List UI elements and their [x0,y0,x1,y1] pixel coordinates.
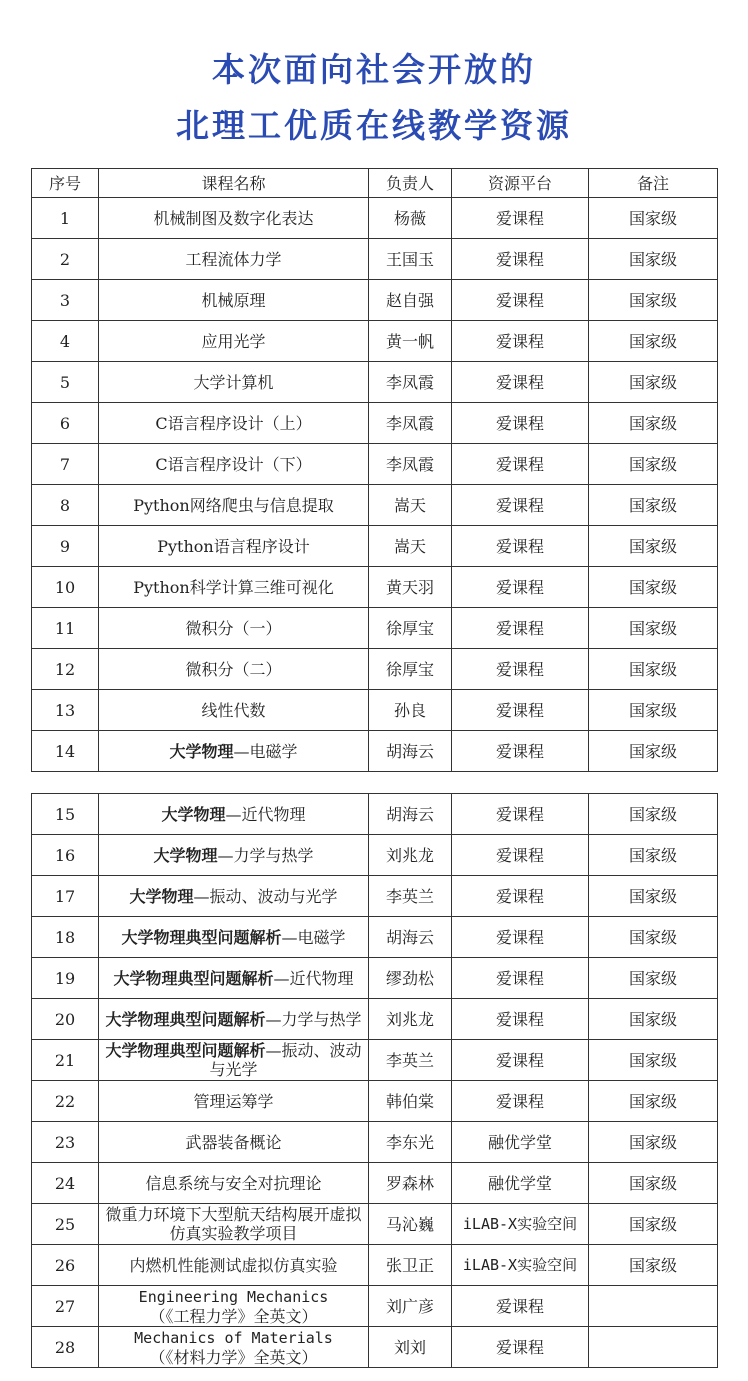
row-platform: iLAB-X实验空间 [452,1204,589,1245]
row-course [99,1204,369,1245]
table-row [32,444,718,485]
course-name-suffix: —振动、波动与光学 [209,1041,362,1079]
course-name: Mechanics of Materials [134,1328,333,1347]
row-platform: 爱课程 [452,690,589,731]
row-owner: 刘兆龙 [369,835,452,876]
row-note: 国家级 [589,485,718,526]
row-platform: iLAB-X实验空间 [452,1245,589,1286]
row-index: 27 [32,1286,99,1327]
row-platform: 爱课程 [452,1040,589,1081]
course-name: 信息系统与安全对抗理论 [145,1173,322,1193]
course-name: 微积分（一） [185,618,282,638]
row-owner: 刘广彦 [369,1286,452,1327]
course-name-suffix: —力学与热学 [217,845,314,865]
header-course: 课程名称 [99,169,369,198]
row-platform: 爱课程 [452,999,589,1040]
table-row [32,1122,718,1163]
row-platform: 爱课程 [452,1081,589,1122]
table-row [32,567,718,608]
row-index: 7 [32,444,99,485]
course-name-suffix: —电磁学 [233,741,298,761]
page-title-line-2: 北理工优质在线教学资源 [176,106,572,145]
course-name: C语言程序设计（上） [155,413,312,433]
row-owner: 罗森林 [369,1163,452,1204]
table-row [32,999,718,1040]
row-owner: 李凤霞 [369,362,452,403]
row-course [99,958,369,999]
row-course [99,198,369,239]
row-index: 25 [32,1204,99,1245]
row-note: 国家级 [589,198,718,239]
table-row [32,649,718,690]
row-note: 国家级 [589,1204,718,1245]
row-course [99,1040,369,1081]
course-name-bold: 大学物理典型问题解析 [105,1009,266,1029]
course-name: 机械原理 [201,290,266,310]
course-name: 武器装备概论 [185,1132,282,1152]
row-owner: 刘刘 [369,1327,452,1368]
row-note: 国家级 [589,321,718,362]
header-owner: 负责人 [369,169,452,198]
table-row [32,690,718,731]
row-platform: 融优学堂 [452,1163,589,1204]
table-row [32,198,718,239]
course-name: 管理运筹学 [193,1091,274,1111]
row-course [99,794,369,835]
row-owner: 张卫正 [369,1245,452,1286]
row-index: 6 [32,403,99,444]
row-index: 24 [32,1163,99,1204]
row-owner: 孙良 [369,690,452,731]
row-platform: 爱课程 [452,444,589,485]
row-index: 28 [32,1327,99,1368]
row-note: 国家级 [589,690,718,731]
row-owner: 马沁巍 [369,1204,452,1245]
row-platform: 爱课程 [452,917,589,958]
row-course [99,1286,369,1327]
row-platform: 爱课程 [452,526,589,567]
row-course [99,649,369,690]
row-owner: 缪劲松 [369,958,452,999]
row-note [589,1286,718,1327]
row-index: 26 [32,1245,99,1286]
row-note: 国家级 [589,567,718,608]
row-platform: 爱课程 [452,1286,589,1327]
table-row [32,239,718,280]
row-course [99,608,369,649]
course-name: 内燃机性能测试虚拟仿真实验 [129,1255,338,1275]
row-index: 23 [32,1122,99,1163]
row-index: 1 [32,198,99,239]
row-course [99,567,369,608]
row-platform: 爱课程 [452,321,589,362]
row-course [99,1245,369,1286]
row-owner: 胡海云 [369,794,452,835]
row-course [99,280,369,321]
table-row [32,485,718,526]
row-course [99,526,369,567]
table-row [32,526,718,567]
table-row [32,876,718,917]
row-index: 13 [32,690,99,731]
row-index: 19 [32,958,99,999]
row-note: 国家级 [589,1081,718,1122]
row-note: 国家级 [589,876,718,917]
row-index: 22 [32,1081,99,1122]
row-owner: 赵自强 [369,280,452,321]
course-name: 工程流体力学 [185,249,282,269]
table-row [32,958,718,999]
row-course [99,876,369,917]
table-row [32,403,718,444]
course-name: 机械制图及数字化表达 [153,208,314,228]
row-note: 国家级 [589,649,718,690]
row-note: 国家级 [589,526,718,567]
course-name: Python科学计算三维可视化 [133,577,334,597]
table-row [32,835,718,876]
table-row [32,1327,718,1368]
row-platform: 爱课程 [452,958,589,999]
table-row [32,362,718,403]
row-course [99,485,369,526]
row-owner: 杨薇 [369,198,452,239]
course-name: C语言程序设计（下） [155,454,312,474]
row-note: 国家级 [589,280,718,321]
row-note: 国家级 [589,794,718,835]
row-note: 国家级 [589,1163,718,1204]
course-name-bold: 大学物理典型问题解析 [121,927,282,947]
row-index: 4 [32,321,99,362]
table-row [32,1204,718,1245]
header-note: 备注 [589,169,718,198]
row-note: 国家级 [589,403,718,444]
row-platform: 爱课程 [452,608,589,649]
row-index: 3 [32,280,99,321]
row-owner: 黄天羽 [369,567,452,608]
course-name-bold: 大学物理 [153,845,218,865]
row-index: 9 [32,526,99,567]
row-platform: 爱课程 [452,485,589,526]
course-name: 线性代数 [201,700,266,720]
row-index: 5 [32,362,99,403]
row-note: 国家级 [589,917,718,958]
row-index: 2 [32,239,99,280]
row-owner: 黄一帆 [369,321,452,362]
row-note: 国家级 [589,608,718,649]
row-course [99,444,369,485]
row-note: 国家级 [589,239,718,280]
course-name-bold: 大学物理 [169,741,234,761]
header-platform: 资源平台 [452,169,589,198]
row-owner: 李凤霞 [369,403,452,444]
row-course [99,690,369,731]
course-name-line-2: （《工程力学》全英文） [149,1306,318,1326]
course-name: Python网络爬虫与信息提取 [133,495,334,515]
row-note: 国家级 [589,835,718,876]
table-row [32,1081,718,1122]
course-name-suffix: —电磁学 [281,927,346,947]
row-course [99,731,369,772]
row-index: 17 [32,876,99,917]
row-platform: 爱课程 [452,649,589,690]
table-header-row [32,169,718,198]
row-index: 12 [32,649,99,690]
row-note: 国家级 [589,444,718,485]
row-course [99,917,369,958]
page-title-line-1: 本次面向社会开放的 [212,50,536,89]
row-owner: 胡海云 [369,731,452,772]
row-owner: 李英兰 [369,1040,452,1081]
row-owner: 嵩天 [369,485,452,526]
row-index: 11 [32,608,99,649]
row-owner: 李凤霞 [369,444,452,485]
row-owner: 韩伯棠 [369,1081,452,1122]
resource-table-part-1 [31,168,718,772]
row-platform: 爱课程 [452,198,589,239]
row-course [99,999,369,1040]
row-platform: 爱课程 [452,835,589,876]
row-platform: 爱课程 [452,239,589,280]
table-row [32,917,718,958]
row-platform: 融优学堂 [452,1122,589,1163]
table-row [32,1245,718,1286]
row-index: 20 [32,999,99,1040]
row-platform: 爱课程 [452,567,589,608]
row-note: 国家级 [589,1122,718,1163]
course-name: 微重力环境下大型航天结构展开虚拟仿真实验教学项目 [105,1205,362,1243]
row-index: 16 [32,835,99,876]
row-course [99,403,369,444]
table-row [32,280,718,321]
row-platform: 爱课程 [452,403,589,444]
row-course [99,1163,369,1204]
course-name-suffix: —近代物理 [273,968,354,988]
row-course [99,239,369,280]
course-name: 微积分（二） [185,659,282,679]
row-platform: 爱课程 [452,362,589,403]
table-row [32,1163,718,1204]
row-owner: 徐厚宝 [369,608,452,649]
header-index: 序号 [32,169,99,198]
row-course [99,321,369,362]
table-row [32,608,718,649]
row-note [589,1327,718,1368]
course-name-line-2: （《材料力学》全英文） [149,1347,318,1367]
row-index: 21 [32,1040,99,1081]
course-name: Python语言程序设计 [157,536,310,556]
row-platform: 爱课程 [452,280,589,321]
row-owner: 李东光 [369,1122,452,1163]
course-name: 应用光学 [201,331,266,351]
course-name-bold: 大学物理 [161,804,226,824]
course-name-bold: 大学物理典型问题解析 [113,968,274,988]
row-platform: 爱课程 [452,876,589,917]
row-course [99,362,369,403]
table-row [32,794,718,835]
course-name-suffix: —振动、波动与光学 [193,886,338,906]
row-course [99,1122,369,1163]
row-course [99,1327,369,1368]
row-owner: 嵩天 [369,526,452,567]
course-name-bold: 大学物理 [129,886,194,906]
row-owner: 刘兆龙 [369,999,452,1040]
row-course [99,835,369,876]
course-name-suffix: —力学与热学 [265,1009,362,1029]
row-index: 10 [32,567,99,608]
row-note: 国家级 [589,958,718,999]
row-note: 国家级 [589,999,718,1040]
row-owner: 王国玉 [369,239,452,280]
row-owner: 胡海云 [369,917,452,958]
row-course [99,1081,369,1122]
row-note: 国家级 [589,362,718,403]
table-row [32,1286,718,1327]
row-note: 国家级 [589,731,718,772]
table-row [32,1040,718,1081]
table-row [32,731,718,772]
row-index: 14 [32,731,99,772]
row-owner: 徐厚宝 [369,649,452,690]
row-index: 15 [32,794,99,835]
resource-table-part-2 [31,793,718,1368]
row-index: 8 [32,485,99,526]
row-note: 国家级 [589,1245,718,1286]
row-owner: 李英兰 [369,876,452,917]
table-row [32,321,718,362]
row-platform: 爱课程 [452,731,589,772]
row-platform: 爱课程 [452,794,589,835]
course-name-bold: 大学物理典型问题解析 [105,1041,266,1060]
course-name: Engineering Mechanics [138,1287,329,1306]
row-platform: 爱课程 [452,1327,589,1368]
course-name-suffix: —近代物理 [225,804,306,824]
course-name: 大学计算机 [193,372,274,392]
row-note: 国家级 [589,1040,718,1081]
row-index: 18 [32,917,99,958]
